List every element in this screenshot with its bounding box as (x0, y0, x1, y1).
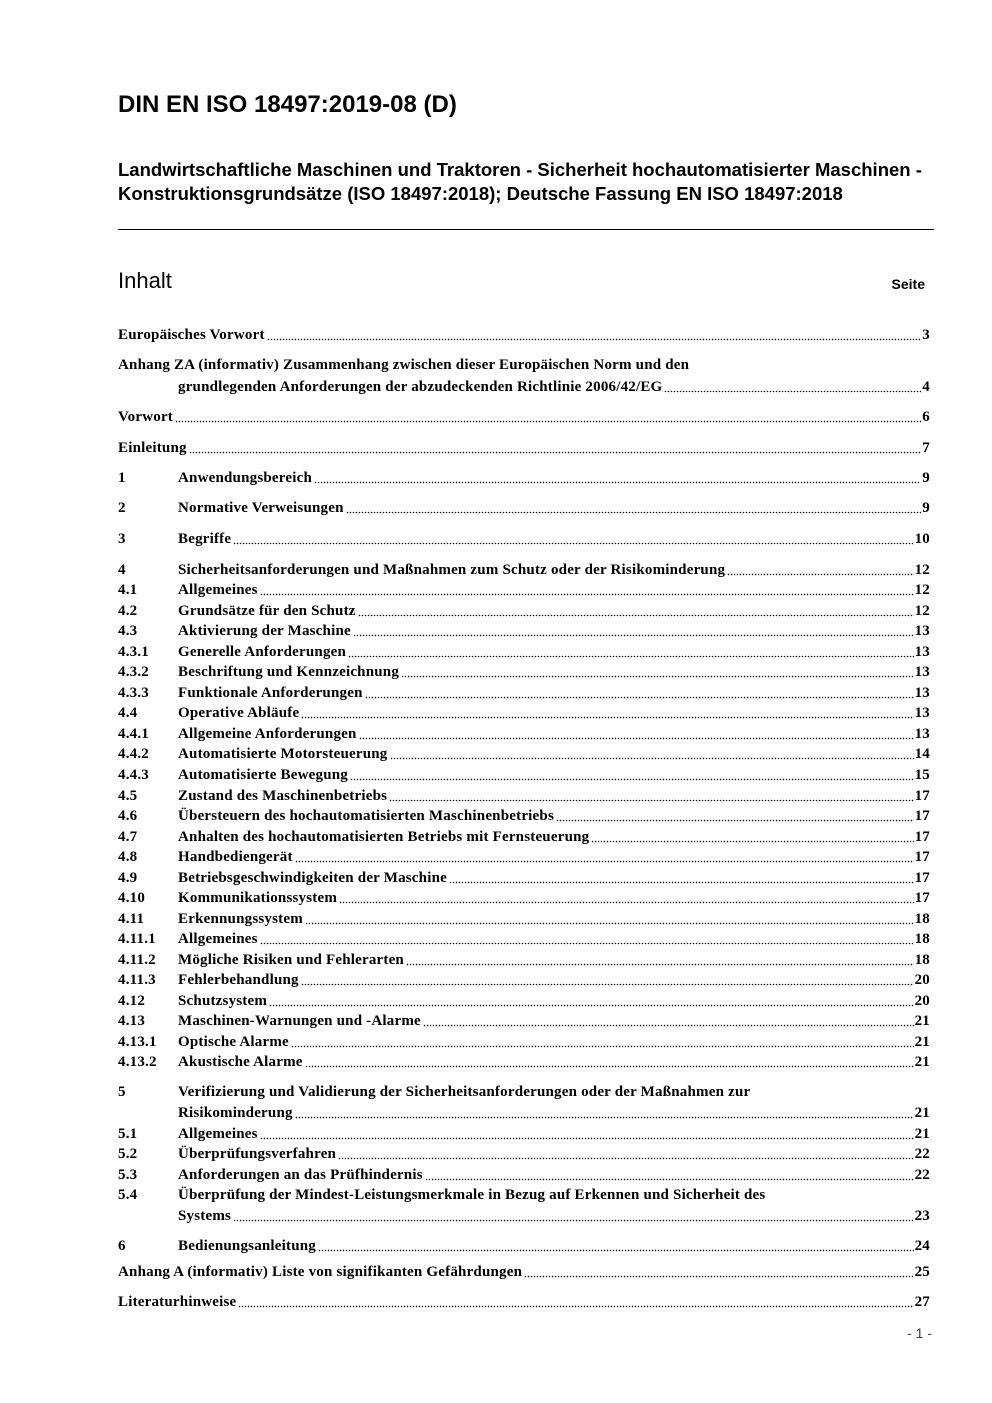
toc-entry-number: 1 (118, 470, 126, 486)
toc-entry-page: 13 (914, 664, 930, 680)
toc-entry-page: 6 (922, 409, 930, 425)
toc-entry-page: 27 (914, 1294, 930, 1310)
toc-leader-dots (664, 388, 921, 393)
toc-entry-5-2[interactable] (118, 1144, 930, 1164)
toc-entry-title: Operative Abläufe (178, 705, 300, 721)
toc-leader-dots (295, 1114, 914, 1119)
toc-entry-4-12[interactable] (118, 991, 930, 1011)
toc-entry-page: 18 (914, 952, 930, 968)
toc-entry-page: 21 (914, 1034, 930, 1050)
toc-entry-title: grundlegenden Anforderungen der abzudeckenden Richtlinie 2006/42/EG (178, 379, 663, 395)
toc-entry-5-1[interactable] (118, 1124, 930, 1144)
toc-entry-title: Zustand des Maschinenbetriebs (178, 788, 388, 804)
toc-leader-dots (291, 1043, 914, 1048)
toc-entry-number: 4.10 (118, 890, 146, 906)
toc-entry-4-4-2[interactable] (118, 744, 930, 764)
toc-entry-page: 13 (914, 726, 930, 742)
toc-entry-number: 4.4 (118, 705, 138, 721)
toc-entry-number: 5.2 (118, 1146, 138, 1162)
toc-entry-page: 21 (914, 1054, 930, 1070)
toc-leader-dots (175, 418, 921, 423)
toc-entry-page: 17 (914, 808, 930, 824)
toc-leader-dots (346, 509, 922, 514)
toc-entry-number: 6 (118, 1238, 126, 1254)
toc-leader-dots (301, 714, 913, 719)
toc-entry-title: Kommunikationssystem (178, 890, 338, 906)
toc-entry-4-11[interactable] (118, 909, 930, 929)
toc-entry-title: Normative Verweisungen (178, 500, 344, 516)
toc-entry-page: 21 (914, 1126, 930, 1142)
toc-leader-dots (358, 612, 914, 617)
toc-entry-title: Literaturhinweise (118, 1294, 237, 1310)
toc-entry-anhang-za[interactable] (178, 377, 930, 397)
toc-entry-number: 4.1 (118, 582, 138, 598)
toc-entry-title: Funktionale Anforderungen (178, 685, 363, 701)
title-rule (118, 229, 934, 230)
toc-entry-number: 4.5 (118, 788, 138, 804)
toc-entry-page: 23 (914, 1208, 930, 1224)
toc-leader-dots (425, 1176, 914, 1181)
toc-entry-title: Allgemeines (178, 1126, 258, 1142)
toc-entry-4-1[interactable] (118, 580, 930, 600)
toc-entry-title: Anhalten des hochautomatisierten Betriebs mit Fernsteuerung (178, 829, 590, 845)
toc-entry-4-3[interactable] (118, 621, 930, 641)
document-title: DIN EN ISO 18497:2019-08 (D) (118, 91, 457, 118)
toc-entry-number: 4.4.3 (118, 767, 149, 783)
toc-entry-4-3-2[interactable] (118, 662, 930, 682)
toc-entry-number: 4.11 (118, 911, 145, 927)
toc-leader-dots (556, 817, 914, 822)
toc-entry-title: Risikominderung (178, 1105, 293, 1121)
toc-leader-dots (338, 1155, 914, 1160)
toc-entry-5-4-line1[interactable] (118, 1185, 765, 1205)
toc-entry-number: 4.11.1 (118, 931, 156, 947)
toc-entry-number: 4.13.2 (118, 1054, 157, 1070)
toc-entry-page: 20 (914, 993, 930, 1009)
toc-entry-4-9[interactable] (118, 868, 930, 888)
toc-entry-4-13[interactable] (118, 1011, 930, 1031)
toc-leader-dots (348, 653, 914, 658)
toc-entry-number: 4.6 (118, 808, 138, 824)
toc-entry-title: Einleitung (118, 440, 187, 456)
toc-entry-number: 4.4.2 (118, 746, 149, 762)
toc-entry-5-line1[interactable] (118, 1082, 750, 1102)
page-column-label: Seite (891, 276, 925, 292)
toc-entry-title: Allgemeine Anforderungen (178, 726, 357, 742)
toc-leader-dots (305, 920, 914, 925)
toc-entry-3[interactable] (118, 529, 930, 549)
toc-leader-dots (260, 1135, 914, 1140)
toc-leader-dots (727, 571, 913, 576)
toc-entry-4-4[interactable] (118, 703, 930, 723)
toc-entry-page: 14 (914, 746, 930, 762)
toc-leader-dots (305, 1063, 914, 1068)
toc-entry-title: Anforderungen an das Prüfhindernis (178, 1167, 423, 1183)
toc-entry-number: 5 (118, 1084, 126, 1100)
toc-entry-4-11-2[interactable] (118, 950, 930, 970)
toc-entry-anhang-za-line1[interactable]: Anhang ZA (informativ) Zusammenhang zwischen dieser Europäischen Norm und den (118, 357, 690, 373)
toc-entry-number: 5.1 (118, 1126, 138, 1142)
toc-leader-dots (406, 961, 914, 966)
toc-entry-6[interactable] (118, 1236, 930, 1256)
toc-entry-number: 4.4.1 (118, 726, 149, 742)
toc-entry-page: 13 (914, 623, 930, 639)
toc-entry-title: Automatisierte Motorsteuerung (178, 746, 388, 762)
toc-entry-title: Betriebsgeschwindigkeiten der Maschine (178, 870, 447, 886)
toc-entry-page: 12 (914, 562, 930, 578)
toc-entry-number: 4.7 (118, 829, 138, 845)
toc-leader-dots (269, 1002, 914, 1007)
toc-entry-4-11-1[interactable] (118, 929, 930, 949)
toc-entry-page: 3 (922, 327, 930, 343)
toc-leader-dots (233, 540, 913, 545)
toc-entry-4-3-1[interactable] (118, 642, 930, 662)
toc-entry-title: Erkennungssystem (178, 911, 303, 927)
toc-entry-title: Handbediengerät (178, 849, 293, 865)
toc-entry-literaturhinweise[interactable] (118, 1292, 930, 1312)
toc-entry-number: 4.11.2 (118, 952, 156, 968)
toc-leader-dots (314, 479, 921, 484)
toc-entry-page: 21 (914, 1013, 930, 1029)
toc-entry-4-4-3[interactable] (118, 765, 930, 785)
toc-entry-page: 12 (914, 603, 930, 619)
toc-leader-dots (238, 1303, 913, 1308)
toc-entry-title: Sicherheitsanforderungen und Maßnahmen zum Schutz oder der Risikominderung (178, 562, 726, 578)
toc-leader-dots (449, 879, 914, 884)
toc-entry-title: Anhang A (informativ) Liste von signifikanten Gefährdungen (118, 1264, 523, 1280)
toc-leader-dots (267, 336, 922, 341)
toc-entry-page: 10 (914, 531, 930, 547)
toc-entry-4-8[interactable] (118, 847, 930, 867)
contents-heading: Inhalt (118, 268, 172, 293)
toc-entry-title: Europäisches Vorwort (118, 327, 265, 343)
toc-entry-number: 4.9 (118, 870, 138, 886)
toc-entry-number: 4.13.1 (118, 1034, 157, 1050)
toc-entry-number: 4.11.3 (118, 972, 156, 988)
toc-entry-number: 4.3.1 (118, 644, 149, 660)
toc-entry-4-13-2[interactable] (118, 1052, 930, 1072)
toc-entry-title: Generelle Anforderungen (178, 644, 347, 660)
toc-entry-number: 5.3 (118, 1167, 138, 1183)
toc-entry-page: 12 (914, 582, 930, 598)
toc-leader-dots (423, 1022, 914, 1027)
toc-entry-title: Begriffe (178, 531, 232, 547)
toc-leader-dots (359, 735, 914, 740)
toc-entry-title: Anwendungsbereich (178, 470, 312, 486)
toc-entry-page: 13 (914, 705, 930, 721)
toc-entry-page: 20 (914, 972, 930, 988)
toc-entry-title: Automatisierte Bewegung (178, 767, 348, 783)
toc-leader-dots (401, 673, 914, 678)
toc-entry-title: Akustische Alarme (178, 1054, 303, 1070)
toc-entry-title: Überprüfung der Mindest-Leistungsmerkmale in Bezug auf Erkennen und Sicherheit des (178, 1187, 766, 1203)
page-number: - 1 - (907, 1325, 932, 1341)
toc-entry-4-7[interactable] (118, 827, 930, 847)
toc-entry-page: 25 (914, 1264, 930, 1280)
toc-entry-number: 3 (118, 531, 126, 547)
toc-entry-title: Beschriftung und Kennzeichnung (178, 664, 400, 680)
toc-entry-page: 17 (914, 849, 930, 865)
toc-entry-page: 13 (914, 685, 930, 701)
toc-entry-page: 17 (914, 788, 930, 804)
toc-entry-title: Grundsätze für den Schutz (178, 603, 356, 619)
toc-entry-page: 4 (922, 379, 930, 395)
toc-entry-page: 21 (914, 1105, 930, 1121)
toc-entry-einleitung[interactable] (118, 438, 930, 458)
toc-leader-dots (301, 981, 914, 986)
toc-entry-number: 4.3.3 (118, 685, 149, 701)
toc-entry-title: Bedienungsanleitung (178, 1238, 317, 1254)
toc-leader-dots (365, 694, 914, 699)
toc-entry-page: 15 (914, 767, 930, 783)
toc-entry-title: Schutzsystem (178, 993, 268, 1009)
toc-leader-dots (524, 1273, 913, 1278)
toc-entry-title: Mögliche Risiken und Fehlerarten (178, 952, 404, 968)
toc-entry-number: 4.13 (118, 1013, 146, 1029)
toc-entry-number: 5.4 (118, 1187, 138, 1203)
toc-entry-title: Vorwort (118, 409, 173, 425)
toc-entry-5-4[interactable] (178, 1206, 930, 1226)
toc-entry-5-3[interactable] (118, 1165, 930, 1185)
toc-leader-dots (295, 858, 914, 863)
toc-entry-page: 7 (922, 440, 930, 456)
toc-entry-page: 17 (914, 870, 930, 886)
toc-leader-dots (339, 899, 914, 904)
toc-entry-4-13-1[interactable] (118, 1032, 930, 1052)
toc-entry-4-6[interactable] (118, 806, 930, 826)
toc-entry-number: 4.2 (118, 603, 138, 619)
toc-leader-dots (318, 1247, 914, 1252)
toc-entry-1[interactable] (118, 468, 930, 488)
toc-entry-title: Optische Alarme (178, 1034, 289, 1050)
toc-entry-page: 17 (914, 829, 930, 845)
toc-leader-dots (350, 776, 914, 781)
toc-entry-page: 9 (922, 500, 930, 516)
toc-entry-4-3-3[interactable] (118, 683, 930, 703)
toc-entry-page: 22 (914, 1146, 930, 1162)
toc-entry-page: 17 (914, 890, 930, 906)
toc-leader-dots (591, 838, 913, 843)
toc-entry-title: Übersteuern des hochautomatisierten Maschinenbetriebs (178, 808, 554, 824)
toc-entry-4-11-3[interactable] (118, 970, 930, 990)
toc-entry-title: Fehlerbehandlung (178, 972, 299, 988)
toc-entry-4-4-1[interactable] (118, 724, 930, 744)
toc-leader-dots (353, 632, 914, 637)
toc-leader-dots (233, 1217, 914, 1222)
toc-entry-page: 22 (914, 1167, 930, 1183)
toc-entry-europaeisches-vorwort[interactable] (118, 325, 930, 345)
toc-entry-title: Überprüfungsverfahren (178, 1146, 337, 1162)
toc-entry-4-5[interactable] (118, 786, 930, 806)
toc-entry-page: 24 (914, 1238, 930, 1254)
toc-entry-vorwort[interactable] (118, 407, 930, 427)
toc-entry-2[interactable] (118, 498, 930, 518)
toc-entry-page: 18 (914, 931, 930, 947)
toc-entry-title: Aktivierung der Maschine (178, 623, 351, 639)
toc-entry-title: Systems (178, 1208, 232, 1224)
toc-entry-title: Allgemeines (178, 931, 258, 947)
toc-entry-4-10[interactable] (118, 888, 930, 908)
toc-entry-number: 2 (118, 500, 126, 516)
toc-entry-page: 9 (922, 470, 930, 486)
toc-entry-page: 13 (914, 644, 930, 660)
document-subtitle: Landwirtschaftliche Maschinen und Traktoren - Sicherheit hochautomatisierter Maschinen - Konstruktionsgrundsätze (ISO 18497:2018); Deutsche Fassung EN ISO 18497:2018 (118, 159, 922, 204)
toc-entry-title: Verifizierung und Validierung der Sicherheitsanforderungen oder der Maßnahmen zur (178, 1084, 751, 1100)
toc-entry-number: 4.3.2 (118, 664, 149, 680)
toc-entry-number: 4.8 (118, 849, 138, 865)
toc-leader-dots (260, 940, 914, 945)
toc-entry-title: Allgemeines (178, 582, 258, 598)
toc-leader-dots (390, 755, 914, 760)
toc-entry-anhang-a[interactable] (118, 1262, 930, 1282)
toc-entry-number: 4.3 (118, 623, 138, 639)
toc-leader-dots (260, 591, 914, 596)
toc-entry-4-2[interactable] (118, 601, 930, 621)
toc-entry-4[interactable] (118, 560, 930, 580)
toc-leader-dots (389, 797, 913, 802)
toc-leader-dots (189, 449, 922, 454)
toc-entry-5[interactable] (178, 1103, 930, 1123)
toc-entry-number: 4 (118, 562, 126, 578)
toc-entry-page: 18 (914, 911, 930, 927)
toc-entry-title: Maschinen-Warnungen und -Alarme (178, 1013, 421, 1029)
toc-entry-number: 4.12 (118, 993, 146, 1009)
